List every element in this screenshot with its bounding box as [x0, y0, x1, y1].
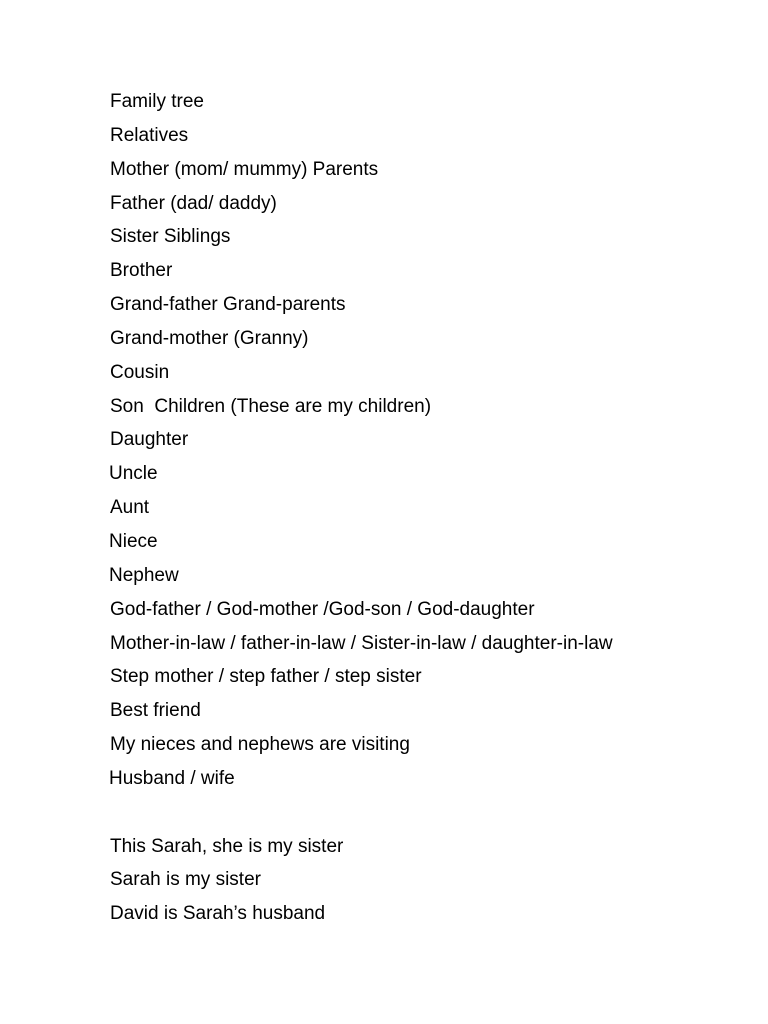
text-line-best-friend: Best friend — [110, 700, 201, 722]
text-line-daughter: Daughter — [110, 429, 189, 451]
text-line-father: Father (dad/ daddy) — [110, 192, 277, 214]
text-line-aunt: Aunt — [110, 497, 150, 519]
text-line-godparents: God-father / God-mother /God-son / God-daughter — [110, 598, 535, 620]
text-line-son-children: Son Children (These are my children) — [110, 395, 432, 417]
text-line-uncle: Uncle — [109, 463, 158, 485]
text-line-sarah-sister: Sarah is my sister — [110, 869, 261, 891]
text-line-relatives: Relatives — [110, 124, 189, 146]
text-line-husband-wife: Husband / wife — [109, 767, 235, 789]
text-line-cousin: Cousin — [110, 361, 170, 383]
text-line-brother: Brother — [110, 260, 173, 282]
text-line-mother-parents: Mother (mom/ mummy) Parents — [110, 158, 379, 180]
text-line-in-laws: Mother-in-law / father-in-law / Sister-in-law / daughter-in-law — [110, 632, 613, 654]
text-line-grandfather: Grand-father Grand-parents — [110, 294, 346, 316]
blank-line — [110, 796, 750, 830]
text-line-step-family: Step mother / step father / step sister — [110, 666, 422, 688]
text-line-grandmother: Grand-mother (Granny) — [110, 327, 309, 349]
text-line-nieces-nephews-visiting: My nieces and nephews are visiting — [110, 734, 410, 756]
text-line-nephew: Nephew — [109, 564, 179, 586]
text-line-sister-siblings: Sister Siblings — [110, 226, 231, 248]
text-line-this-sarah: This Sarah, she is my sister — [110, 835, 344, 857]
text-line-family-tree: Family tree — [110, 91, 204, 112]
text-line-david-husband: David is Sarah’s husband — [110, 903, 326, 925]
vocabulary-list — [110, 85, 750, 931]
text-line-niece: Niece — [109, 530, 158, 552]
